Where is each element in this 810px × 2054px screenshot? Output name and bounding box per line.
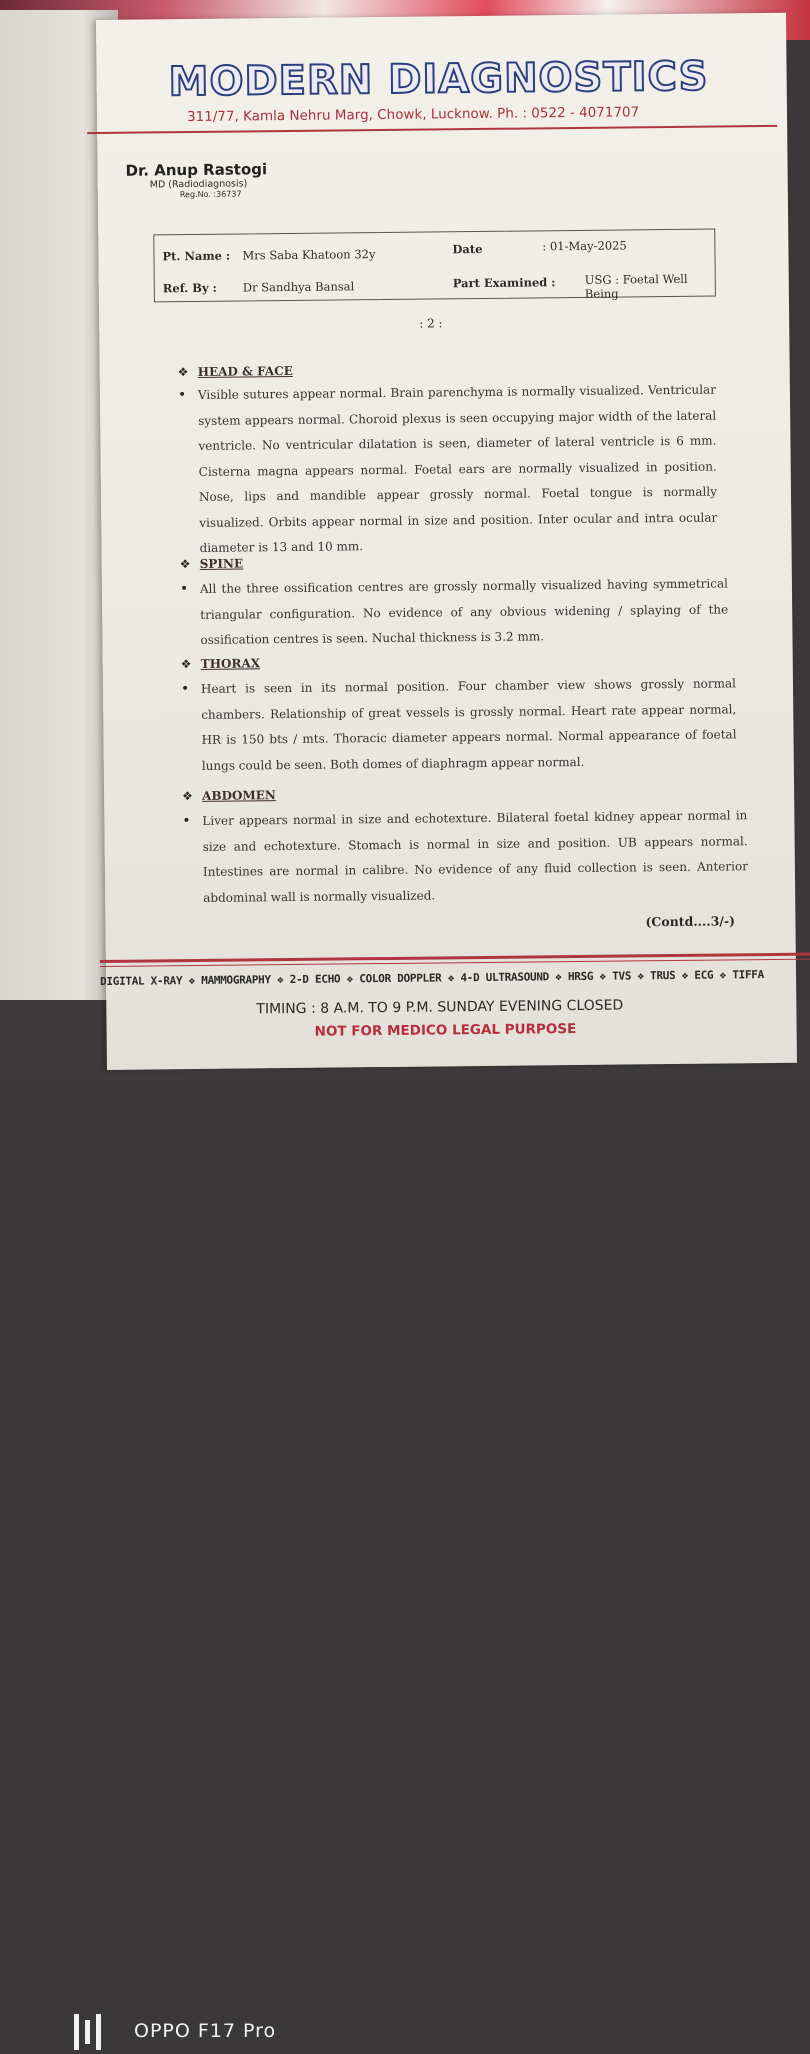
footer-rule [100,952,810,967]
section-text: Visible sutures appear normal. Brain parenchyma is normally visualized. Ventricular system appears normal. Choroid plexus is seen occupying major width of the lateral ventricle. No ventricular dilatation is seen, diameter of lateral ventricle is 6 mm. Cisterna magna appears normal. Foetal ears are normally visualized in position. Nose, lips and mandible appear grossly normal. Foetal tongue is normally visualized. Orbits appear normal in size and position. Inter ocular and intra ocular diameter is 13 and 10 mm. [197,382,718,555]
patient-name-label: Pt. Name : [162,248,231,264]
section-heading: SPINE [199,556,244,571]
watermark-text: OPPO F17 Pro [134,2020,277,2042]
patient-info-box [153,229,716,303]
section-text: All the three ossification centres are grossly normally visualized having symmetrical triangular configuration. No evidence of any obvious widening / splaying of the ossification centres is seen. Nuchal thickness is 3.2 mm. [199,576,729,647]
lab-name: MODERN DIAGNOSTICS [168,53,709,106]
oppo-logo-icon [72,2010,106,2054]
section-heading: HEAD & FACE [197,363,293,379]
continued-note: (Contd....3/-) [645,913,736,930]
part-examined-label: Part Examined : [452,275,556,291]
doctor-qualification: MD (Radiodiagnosis) [149,178,248,191]
patient-name: Mrs Saba Khatoon 32y [242,247,376,263]
doctor-block [125,160,267,199]
referring-doctor: Dr Sandhya Bansal [242,279,355,295]
header-rule [87,125,777,134]
disclaimer: NOT FOR MEDICO LEGAL PURPOSE [314,1021,577,1040]
doctor-name: Dr. Anup Rastogi [125,160,268,180]
report-page [96,13,797,1070]
section-marker: ❖ [179,557,191,572]
section-text: Liver appears normal in size and echotexture. Bilateral foetal kidney appear normal in size and echotexture. Stomach is normal in size and position. UB appears normal. Intestines are normal in calibre. No evidence of any fluid collection is seen. Anterior abdominal wall is normally visualized. [202,808,748,905]
services-list: DIGITAL X-RAY ❖ MAMMOGRAPHY ❖ 2-D ECHO ❖ COLOR DOPPLER ❖ 4-D ULTRASOUND ❖ HRSG ❖ TVS ❖ TRUS ❖ ECG ❖ TIFFA [100,968,764,989]
report-date: : 01-May-2025 [542,238,627,254]
date-label: Date [452,241,483,257]
bullet: • [180,681,190,698]
section-marker: ❖ [182,789,193,804]
part-examined: USG : Foetal Well Being [584,271,688,301]
lab-address: 311/77, Kamla Nehru Marg, Chowk, Lucknow. Ph. : 0522 - 4071707 [186,104,640,126]
doctor-reg-no: Reg.No. :36737 [179,189,242,200]
bullet: • [182,813,191,830]
section-marker: ❖ [177,365,189,380]
bullet: • [179,581,189,598]
section-heading: THORAX [200,656,261,671]
page-number: : 2 : [419,316,443,331]
ref-label: Ref. By : [162,280,217,296]
section-text: Heart is seen in its normal position. Four chamber view shows grossly normal chambers. Relationship of great vessels is grossly normal. Heart rate appear normal, HR is 150 bts / mts. Thoracic diameter appears normal. Normal appearance of foetal lungs could be seen. Both domes of diaphragm appear normal. [200,676,737,773]
bullet: • [177,387,187,404]
section-marker: ❖ [180,657,192,672]
timing: TIMING : 8 A.M. TO 9 P.M. SUNDAY EVENING CLOSED [256,997,624,1018]
section-heading: ABDOMEN [202,788,276,803]
